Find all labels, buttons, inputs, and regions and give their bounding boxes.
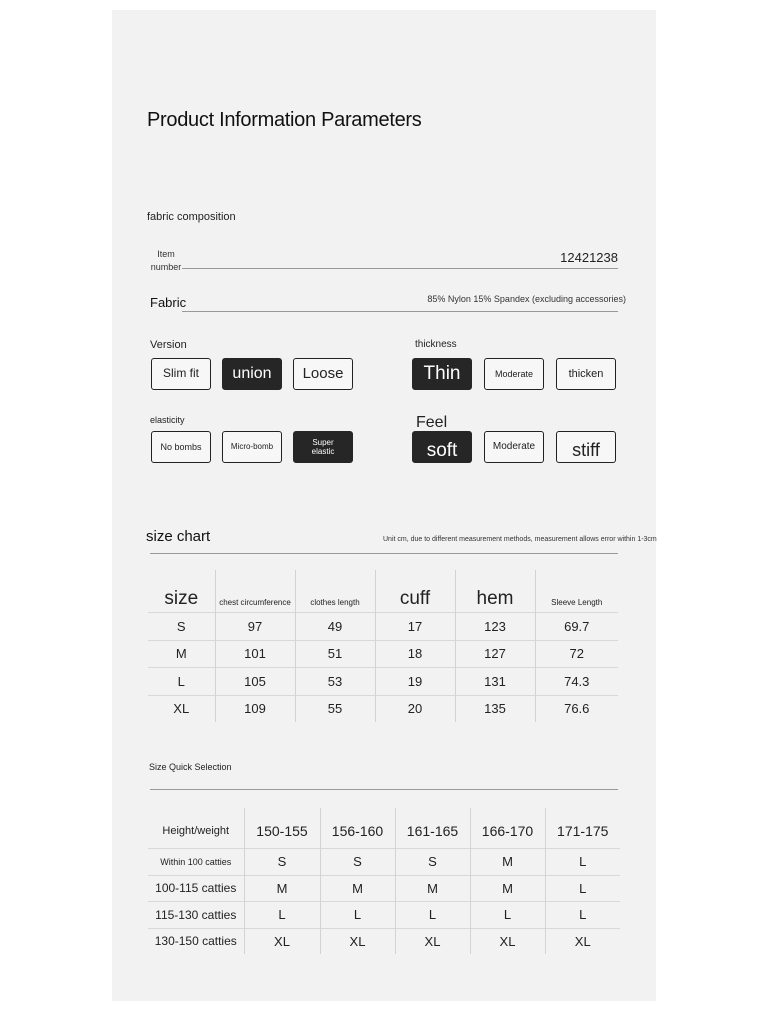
table-cell: XL <box>545 928 620 954</box>
table-cell: 20 <box>375 695 455 722</box>
table-cell: XL <box>395 928 470 954</box>
table-row <box>148 640 618 668</box>
header-height-range: 161-165 <box>395 808 470 849</box>
table-cell: XL <box>320 928 395 954</box>
row-label: 130-150 catties <box>154 934 237 949</box>
table-cell: L <box>244 902 320 929</box>
table-cell: 131 <box>455 668 535 696</box>
table-cell: 49 <box>295 613 375 641</box>
table-cell: 97 <box>215 613 295 641</box>
quick-selection-table <box>148 808 620 954</box>
header-height-weight: Height/weight <box>162 825 230 837</box>
elasticity-option-micro-bomb[interactable]: Micro-bomb <box>222 431 282 463</box>
size-chart-title: size chart <box>146 528 211 545</box>
quick-selection-header-row <box>148 808 620 849</box>
feel-option-soft[interactable]: soft <box>412 431 472 463</box>
table-cell: 53 <box>295 668 375 696</box>
row-label: Within 100 catties <box>160 856 232 867</box>
table-cell: XL <box>244 928 320 954</box>
table-cell: L <box>470 902 545 929</box>
table-row <box>148 902 620 929</box>
header-height-range: 166-170 <box>470 808 545 849</box>
table-row <box>148 849 620 876</box>
table-row <box>148 928 620 954</box>
elasticity-option-super-elastic[interactable]: Super elastic <box>293 431 353 463</box>
table-cell: 101 <box>215 640 295 668</box>
fabric-label: Fabric <box>150 295 187 310</box>
header-sleeve-length: Sleeve Length <box>535 570 618 613</box>
table-cell: S <box>244 849 320 876</box>
fabric-composition-label: fabric composition <box>147 211 236 223</box>
table-cell: 135 <box>455 695 535 722</box>
feel-label: Feel <box>416 414 448 431</box>
row-label: 100-115 catties <box>155 881 237 896</box>
table-cell: 109 <box>215 695 295 722</box>
table-cell: 105 <box>215 668 295 696</box>
table-cell: 19 <box>375 668 455 696</box>
item-number-rule <box>182 268 618 269</box>
table-cell: 18 <box>375 640 455 668</box>
table-row <box>148 668 618 696</box>
table-row <box>148 695 618 722</box>
table-cell: 127 <box>455 640 535 668</box>
version-option-slim-fit[interactable]: Slim fit <box>151 358 211 390</box>
table-cell: L <box>545 849 620 876</box>
table-cell: 123 <box>455 613 535 641</box>
table-cell: S <box>176 618 186 634</box>
quick-selection-rule <box>150 789 618 790</box>
table-cell: 51 <box>295 640 375 668</box>
feel-option-stiff[interactable]: stiff <box>556 431 616 463</box>
size-chart-header-row <box>148 570 618 613</box>
header-size: size <box>164 588 199 609</box>
table-cell: L <box>545 875 620 902</box>
elasticity-option-no-bombs[interactable]: No bombs <box>151 431 211 463</box>
table-cell: M <box>175 646 187 662</box>
size-chart-rule <box>150 553 618 554</box>
header-clothes-length: clothes length <box>295 570 375 613</box>
thickness-option-thicken[interactable]: thicken <box>556 358 616 390</box>
table-cell: L <box>395 902 470 929</box>
fabric-value: 85% Nylon 15% Spandex (excluding accessories) <box>427 294 626 304</box>
table-cell: 55 <box>295 695 375 722</box>
header-height-range: 171-175 <box>545 808 620 849</box>
header-cuff: cuff <box>375 570 455 613</box>
fabric-rule <box>182 311 618 312</box>
page-title: Product Information Parameters <box>147 109 422 131</box>
feel-option-moderate[interactable]: Moderate <box>484 431 544 463</box>
table-cell: L <box>177 673 185 689</box>
table-cell: 76.6 <box>535 695 618 722</box>
header-chest-circumference: chest circumference <box>215 570 295 613</box>
table-cell: 69.7 <box>535 613 618 641</box>
table-cell: 72 <box>535 640 618 668</box>
table-row <box>148 875 620 902</box>
table-cell: XL <box>173 701 190 717</box>
thickness-option-thin[interactable]: Thin <box>412 358 472 390</box>
quick-selection-title: Size Quick Selection <box>149 762 232 772</box>
table-cell: M <box>244 875 320 902</box>
table-cell: M <box>320 875 395 902</box>
thickness-label: thickness <box>415 339 457 350</box>
elasticity-label: elasticity <box>150 415 185 425</box>
header-height-range: 150-155 <box>244 808 320 849</box>
table-cell: 17 <box>375 613 455 641</box>
size-chart-table <box>148 570 618 722</box>
table-cell: XL <box>470 928 545 954</box>
table-cell: L <box>545 902 620 929</box>
table-row <box>148 613 618 641</box>
table-cell: M <box>470 875 545 902</box>
table-cell: M <box>395 875 470 902</box>
table-cell: L <box>320 902 395 929</box>
table-cell: S <box>320 849 395 876</box>
version-option-loose[interactable]: Loose <box>293 358 353 390</box>
size-chart-note: Unit cm, due to different measurement methods, measurement allows error within 1-3cm <box>383 536 657 543</box>
table-cell: S <box>395 849 470 876</box>
version-label: Version <box>150 339 187 351</box>
item-number-value: 12421238 <box>560 250 618 265</box>
table-cell: M <box>470 849 545 876</box>
row-label: 115-130 catties <box>155 907 237 922</box>
table-cell: 74.3 <box>535 668 618 696</box>
version-option-union[interactable]: union <box>222 358 282 390</box>
header-height-range: 156-160 <box>320 808 395 849</box>
header-hem: hem <box>455 570 535 613</box>
item-number-label: Item number <box>150 249 182 272</box>
thickness-option-moderate[interactable]: Moderate <box>484 358 544 390</box>
